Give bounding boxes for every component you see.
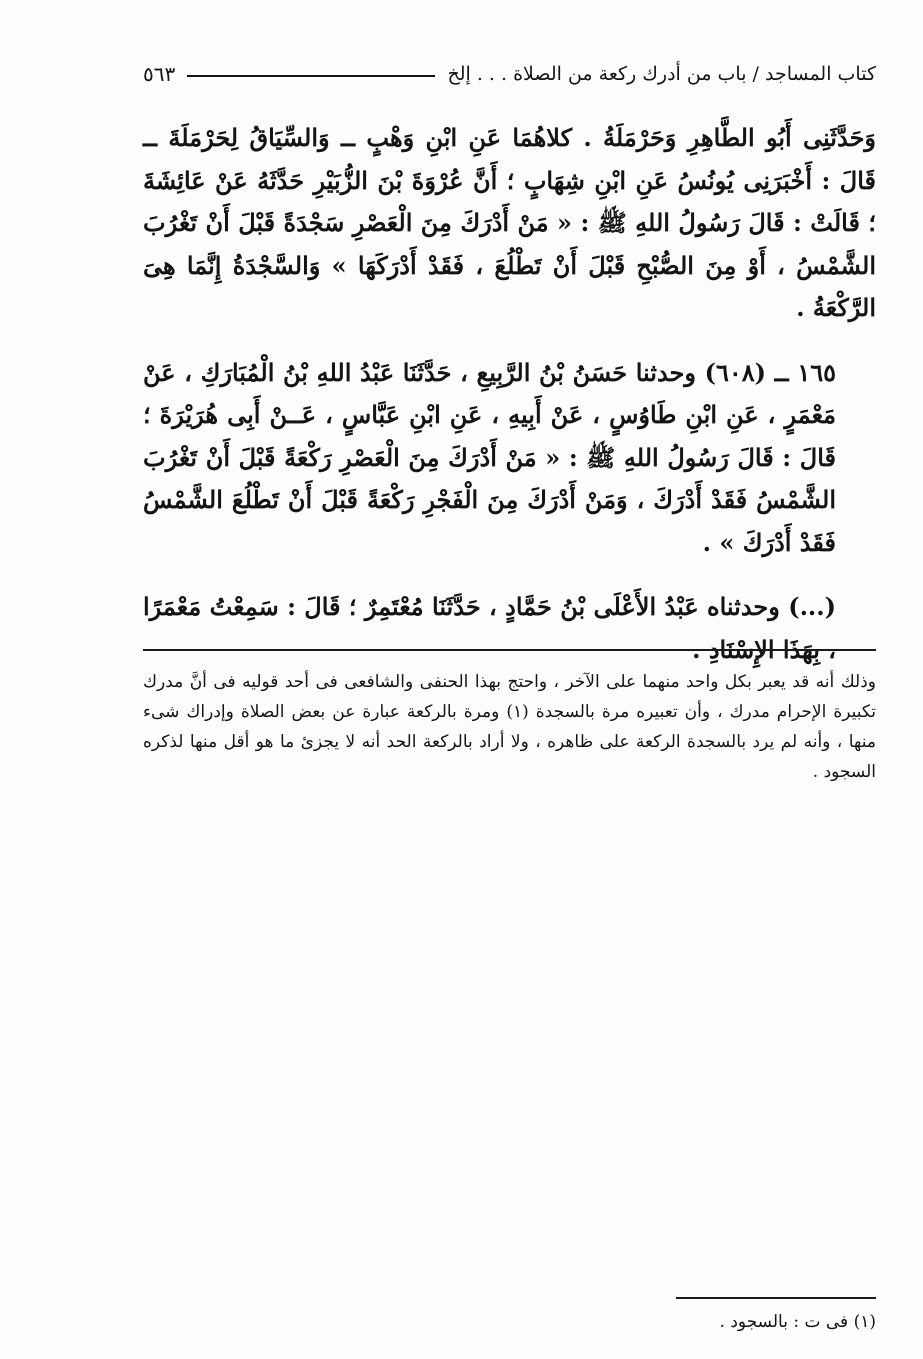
running-header xyxy=(143,56,876,92)
chapter-title: كتاب المساجد / باب من أدرك ركعة من الصلاة . . . إلخ xyxy=(447,63,876,85)
header-rule xyxy=(187,75,435,77)
commentary-block xyxy=(143,667,876,787)
commentary-separator xyxy=(143,649,876,651)
page-number: ٥٦٣ xyxy=(143,62,176,86)
footnote: (١) فى ت : بالسجود . xyxy=(719,1312,876,1332)
footnote-rule xyxy=(676,1297,876,1299)
hadith-paragraph: (...) وحدثناه عَبْدُ الأَعْلَى بْنُ حَمَّادٍ ، حَدَّثَنَا مُعْتَمِرٌ ؛ قَالَ : سَمِعْتُ مَعْمَرًا ، بِهَذَا الإِسْنَادِ . xyxy=(143,592,836,664)
hadith-paragraph: ١٦٥ ــ (٦٠٨) وحدثنا حَسَنُ بْنُ الرَّبِيعِ ، حَدَّثَنَا عَبْدُ اللهِ بْنُ الْمُبَارَكِ ، عَنْ مَعْمَرٍ ، عَنِ ابْنِ طَاوُسٍ ، عَنْ أَبِيهِ ، عَنِ ابْنِ عَبَّاسٍ ، عَــنْ أَبِى هُرَيْرَةَ ؛ قَالَ : قَالَ رَسُولُ اللهِ ﷺ : « مَنْ أَدْرَكَ مِنَ الْعَصْرِ رَكْعَةً قَبْلَ أَنْ تَغْرُبَ الشَّمْسُ فَقَدْ أَدْرَكَ ، وَمَنْ أَدْرَكَ مِنَ الْفَجْرِ رَكْعَةً قَبْلَ أَنْ تَطْلُعَ الشَّمْسُ فَقَدْ أَدْرَكَ » . xyxy=(143,357,836,557)
hadith-text xyxy=(143,117,876,671)
commentary-text: وذلك أنه قد يعبر بكل واحد منهما على الآخر ، واحتج بهذا الحنفى والشافعى فى أحد قوليه فى أنَّ مدرك تكبيرة الإحرام مدرك ، وأن تعبيره مرة بالسجدة (١) ومرة بالركعة عبارة عن بعض الصلاة وإدراك شىء منها ، وأنه لم يرد بالسجدة الركعة على ظاهره ، ولا أراد بالركعة الحد أنه لا يجزئ ما هو أقل منها لذكره السجود . xyxy=(143,672,876,782)
hadith-paragraph: وَحَدَّثَنِى أَبُو الطَّاهِرِ وَحَرْمَلَةُ . كلاهُمَا عَنِ ابْنِ وَهْبٍ ــ وَالسِّيَاقُ لِحَرْمَلَةَ ــ قَالَ : أَخْبَرَنِى يُونُسُ عَنِ ابْنِ شِهَابٍ ؛ أَنَّ عُرْوَةَ بْنَ الزُّبَيْرِ حَدَّثَهُ عَنْ عَائِشَةَ ؛ قَالَتْ : قَالَ رَسُولُ اللهِ ﷺ : « مَنْ أَدْرَكَ مِنَ الْعَصْرِ سَجْدَةً قَبْلَ أَنْ تَغْرُبَ الشَّمْسُ ، أَوْ مِنَ الصُّبْحِ قَبْلَ أَنْ تَطْلُعَ ، فَقَدْ أَدْرَكَهَا » وَالسَّجْدَةُ إِنَّمَا هِىَ الرَّكْعَةُ . xyxy=(143,123,876,322)
